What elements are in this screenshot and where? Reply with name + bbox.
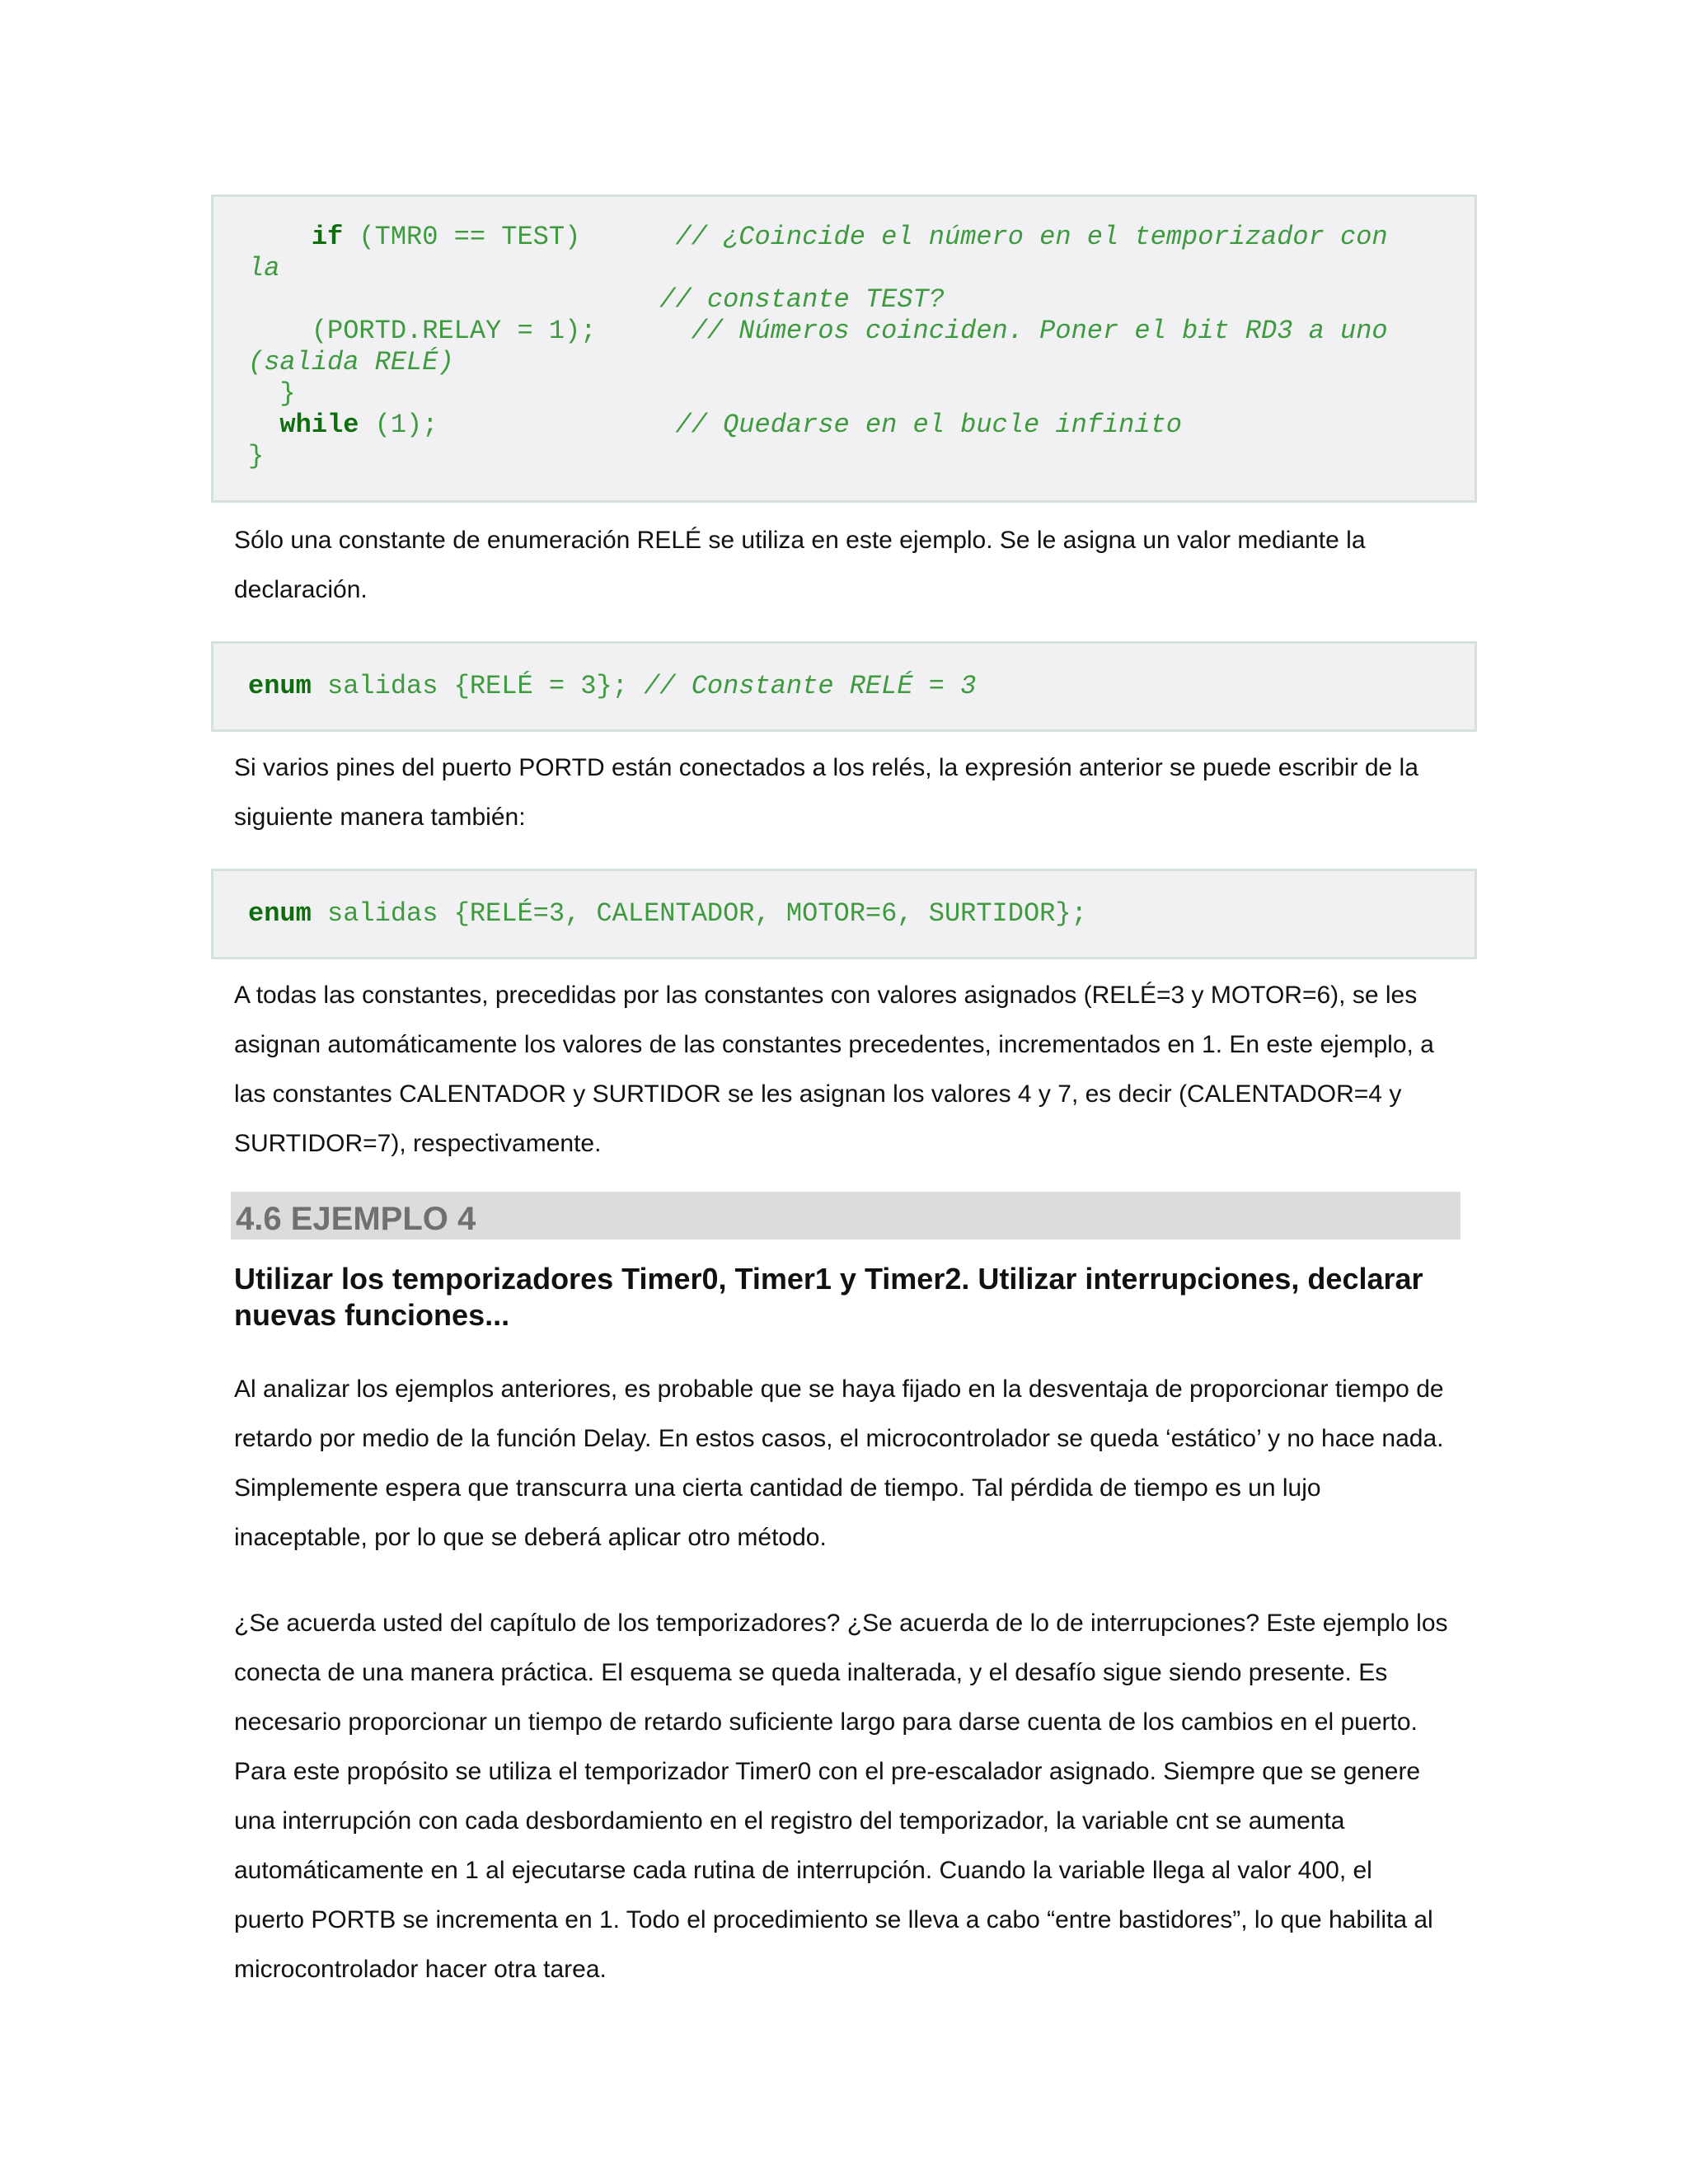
code-comment: // ¿Coincide el número en el temporizador con [675, 222, 1388, 252]
paragraph-line: puerto PORTB se incrementa en 1. Todo el procedimiento se lleva a cabo “entre bastidores”, lo que habilita al [234, 1906, 1433, 1933]
code-line [248, 378, 1388, 410]
code-text: (PORTD.RELAY = 1); [311, 316, 597, 346]
paragraph-line: Si varios pines del puerto PORTD están conectados a los relés, la expresión anterior se puede escribir de la [234, 754, 1418, 781]
code-text [580, 222, 675, 252]
code-comment: (salida RELÉ) [248, 347, 454, 377]
code-text: } [279, 378, 296, 409]
section-subtitle [234, 1261, 1470, 1333]
subtitle-line: Utilizar los temporizadores Timer0, Timer1 y Timer2. Utilizar interrupciones, declarar [234, 1262, 1423, 1296]
code-line [248, 284, 1388, 316]
paragraph-line: necesario proporcionar un tiempo de retardo suficiente largo para darse cuenta de los cambios en el puerto. [234, 1708, 1418, 1736]
paragraph-line: retardo por medio de la función Delay. En estos casos, el microcontrolador se queda ‘estático’ y no hace nada. [234, 1425, 1444, 1452]
code-comment: // constante TEST? [659, 284, 945, 315]
code-block-loop [211, 194, 1477, 503]
paragraph-multiple-pins [234, 743, 1470, 842]
paragraph-line: inaceptable, por lo que se deberá aplicar otro método. [234, 1524, 827, 1551]
paragraph-line: microcontrolador hacer otra tarea. [234, 1956, 607, 1983]
code-text: } [248, 441, 265, 471]
paragraph-line: conecta de una manera práctica. El esquema se queda inalterada, y el desafío sigue siendo presente. Es [234, 1659, 1388, 1686]
paragraph-timer-interrupts [234, 1599, 1470, 1994]
code-text: (TMR0 == TEST) [343, 222, 581, 252]
code-keyword: while [279, 410, 359, 440]
paragraph-line: SURTIDOR=7), respectivamente. [234, 1130, 602, 1157]
code-line [248, 410, 1388, 441]
code-line [248, 898, 1087, 930]
code-line [248, 222, 1388, 253]
code-text: salidas {RELÉ = 3}; [311, 671, 645, 701]
paragraph-line: declaración. [234, 576, 368, 603]
code-comment: la [248, 253, 280, 284]
paragraph-line: siguiente manera también: [234, 804, 526, 831]
code-line [248, 441, 1388, 472]
code-text: salidas {RELÉ=3, CALENTADOR, MOTOR=6, SURTIDOR}; [311, 898, 1087, 929]
code-text [438, 410, 675, 440]
paragraph-delay-drawback [234, 1365, 1470, 1563]
paragraph-line: Simplemente espera que transcurra una cierta cantidad de tiempo. Tal pérdida de tiempo es un lujo [234, 1474, 1321, 1502]
paragraph-line: Para este propósito se utiliza el temporizador Timer0 con el pre-escalador asignado. Siempre que se genere [234, 1758, 1421, 1785]
code-comment: // Quedarse en el bucle infinito [675, 410, 1182, 440]
section-title: 4.6 EJEMPLO 4 [236, 1201, 476, 1237]
code-lines [248, 222, 1388, 472]
paragraph-enum-intro [234, 516, 1470, 615]
code-text [248, 410, 279, 440]
code-text [248, 316, 312, 346]
paragraph-enum-values [234, 971, 1470, 1169]
paragraph-line: Sólo una constante de enumeración RELÉ se utiliza en este ejemplo. Se le asigna un valor mediante la [234, 527, 1366, 554]
code-text: (1); [359, 410, 438, 440]
code-comment: // Números coinciden. Poner el bit RD3 a uno [691, 316, 1388, 346]
code-line [248, 347, 1388, 378]
code-keyword: enum [248, 898, 312, 929]
code-keyword: if [311, 222, 344, 252]
code-text [248, 284, 659, 315]
paragraph-line: A todas las constantes, precedidas por las constantes con valores asignados (RELÉ=3 y MOTOR=6), se les [234, 982, 1418, 1009]
code-text [596, 316, 691, 346]
subtitle-line: nuevas funciones... [234, 1298, 510, 1332]
paragraph-line: asignan automáticamente los valores de las constantes precedentes, incrementados en 1. En este ejemplo, a [234, 1031, 1434, 1058]
code-text [248, 378, 279, 409]
code-comment: // Constante RELÉ = 3 [644, 671, 977, 701]
paragraph-line: ¿Se acuerda usted del capítulo de los temporizadores? ¿Se acuerda de lo de interrupciones? Este ejemplo los [234, 1610, 1448, 1637]
paragraph-line: una interrupción con cada desbordamiento en el registro del temporizador, la variable cnt se aumenta [234, 1807, 1345, 1835]
code-line [248, 253, 1388, 284]
paragraph-line: Al analizar los ejemplos anteriores, es probable que se haya fijado en la desventaja de proporcionar tiempo de [234, 1376, 1444, 1403]
code-keyword: enum [248, 671, 312, 701]
section-header [231, 1192, 1461, 1240]
code-line [248, 670, 976, 703]
code-block-enum-multi [211, 869, 1477, 959]
code-text [248, 222, 312, 252]
paragraph-line: automáticamente en 1 al ejecutarse cada rutina de interrupción. Cuando la variable llega al valor 400, el [234, 1857, 1372, 1884]
paragraph-line: las constantes CALENTADOR y SURTIDOR se les asignan los valores 4 y 7, es decir (CALENTADOR=4 y [234, 1080, 1402, 1108]
code-block-enum-single [211, 641, 1477, 732]
code-line [248, 316, 1388, 347]
